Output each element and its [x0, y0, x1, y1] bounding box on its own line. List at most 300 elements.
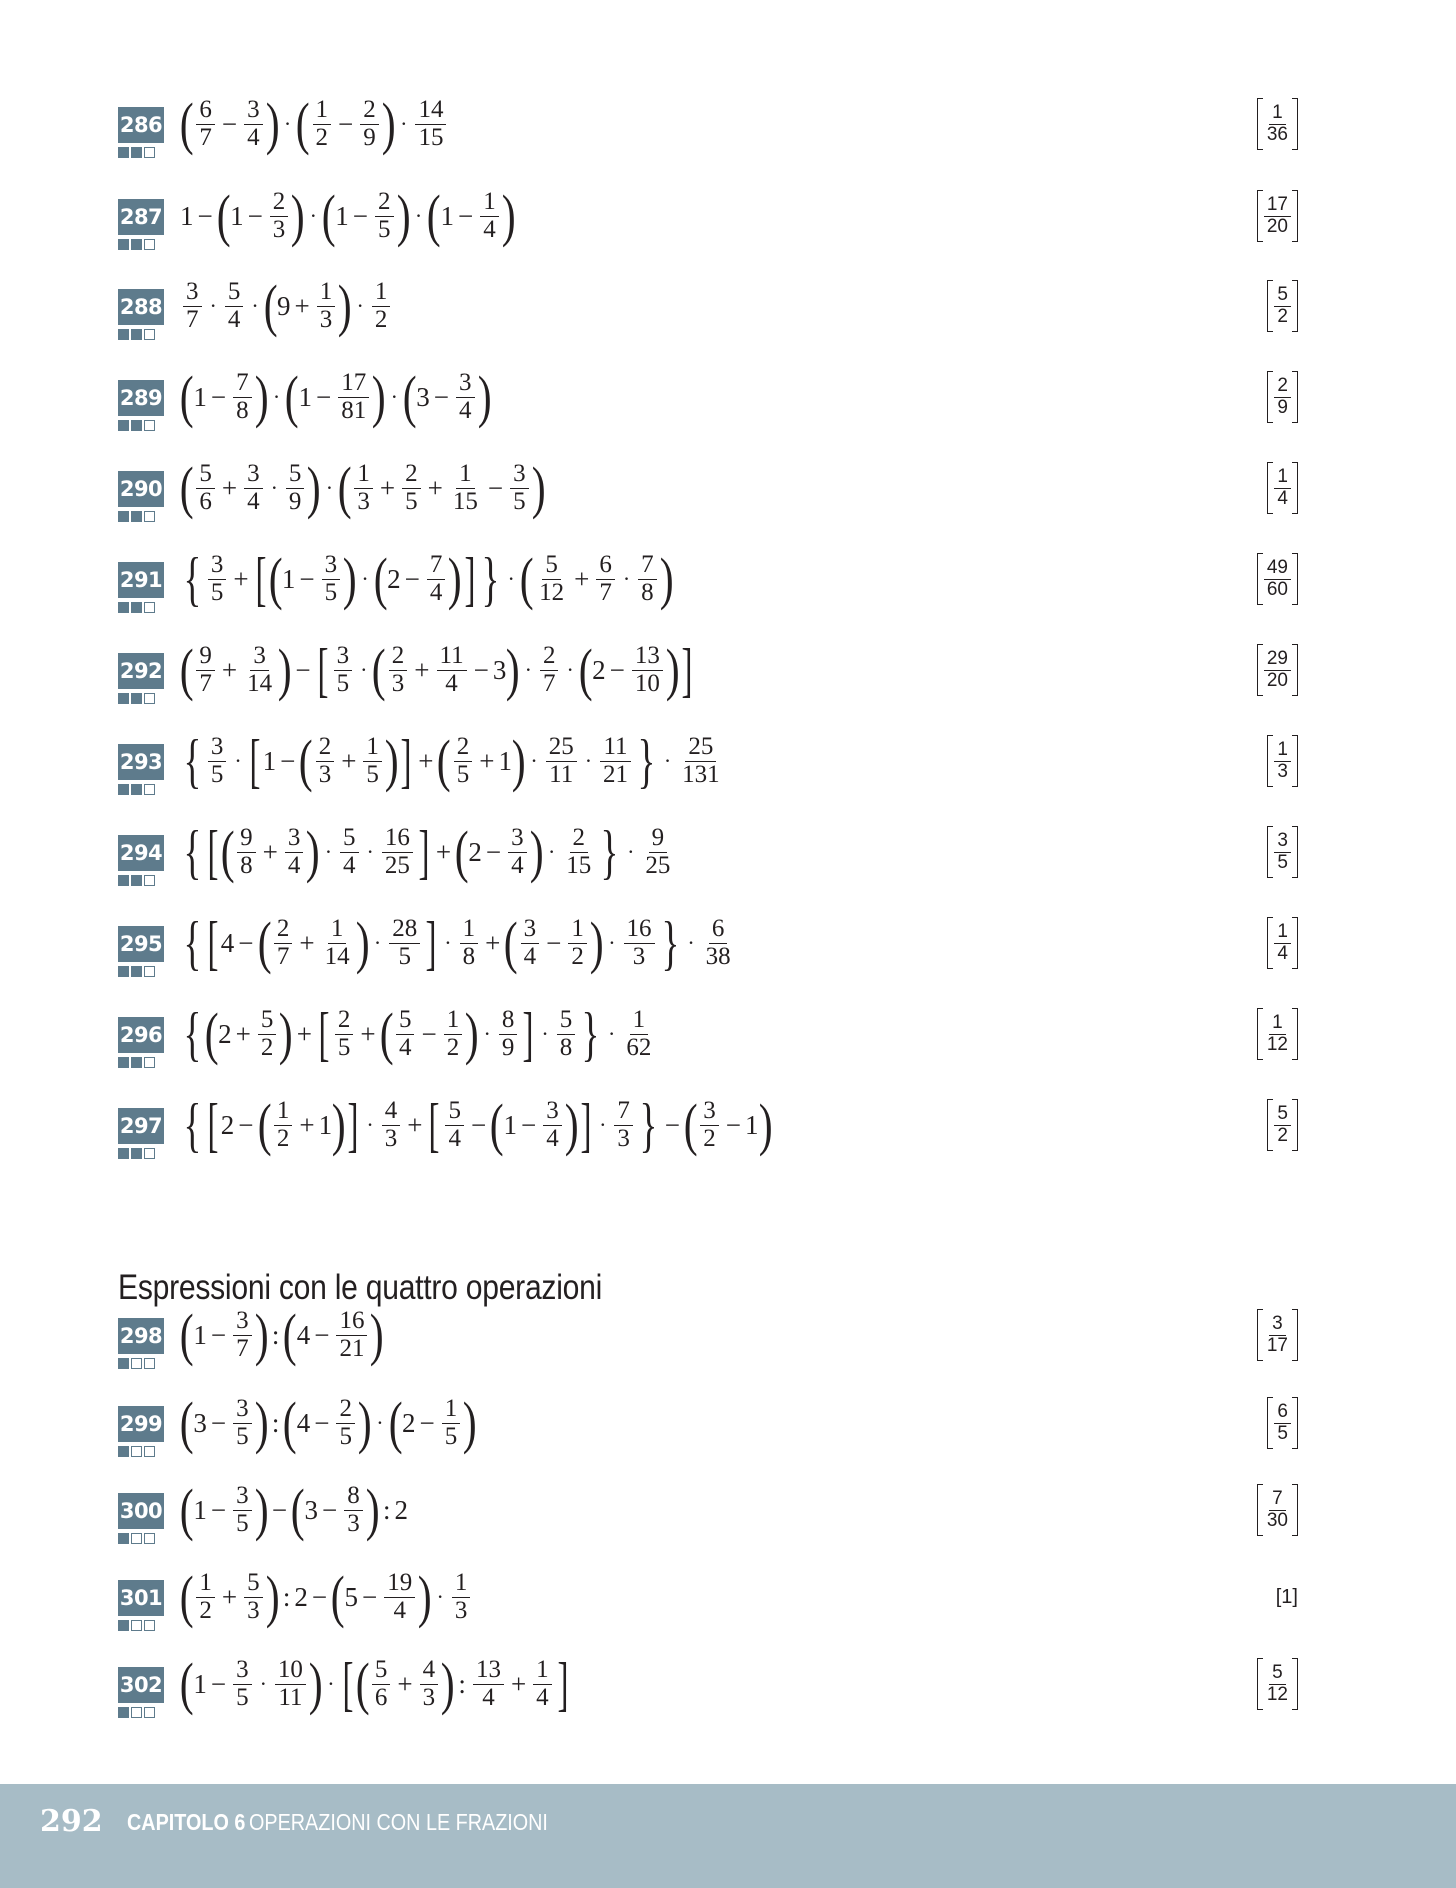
numerator: 5: [396, 1007, 415, 1035]
numerator: 1: [444, 1007, 463, 1035]
operator: −: [321, 1494, 338, 1525]
numerator: 3: [208, 552, 227, 580]
difficulty-square-filled: [118, 1707, 129, 1718]
close-paren: ): [448, 546, 462, 611]
fraction: [196, 1570, 215, 1624]
denominator: 6: [199, 487, 212, 515]
denominator: 15: [418, 123, 444, 151]
open-paren: (: [257, 1092, 272, 1157]
numerator: 3: [322, 552, 341, 580]
numerator: 2: [335, 1007, 354, 1035]
answer-bracket: [1257, 1658, 1298, 1710]
multiply-dot: ·: [541, 1021, 549, 1046]
fraction: [334, 643, 353, 697]
numerator: 1: [533, 1657, 552, 1685]
close-brace: }: [637, 728, 656, 794]
denominator: 4: [393, 1596, 406, 1624]
difficulty-square-filled: [118, 1358, 129, 1369]
fraction: [452, 1570, 471, 1624]
fraction: [275, 1657, 306, 1711]
operator: −: [546, 927, 562, 958]
close-paren: ): [659, 546, 674, 611]
close-paren: ): [291, 183, 305, 248]
operator: −: [210, 1668, 227, 1699]
operator: −: [404, 563, 420, 594]
operator: +: [341, 745, 357, 776]
difficulty-square-empty: [144, 1148, 155, 1159]
difficulty-square-filled: [131, 329, 142, 340]
answer-fraction: [1274, 831, 1291, 872]
fraction: [596, 552, 615, 606]
operator: −: [458, 200, 474, 231]
operator: +: [407, 1109, 423, 1140]
chapter-label: CAPITOLO 6: [127, 1809, 246, 1835]
fraction: [244, 643, 275, 697]
open-paren: (: [179, 1651, 194, 1716]
difficulty-square-empty: [131, 1358, 142, 1369]
open-paren: (: [179, 637, 194, 702]
difficulty-indicator: [118, 147, 155, 158]
fraction: [208, 734, 227, 788]
fraction: [536, 552, 567, 606]
exercise-row: [118, 817, 1298, 887]
close-paren: ): [331, 1092, 346, 1157]
fraction: [420, 1657, 439, 1711]
close-paren: ): [381, 91, 396, 156]
math-expression: [180, 999, 657, 1069]
denominator: 9: [501, 1033, 515, 1061]
close-paren: ): [254, 1390, 269, 1455]
fraction: [313, 97, 332, 151]
operator: +: [360, 1018, 376, 1049]
fraction: [568, 916, 587, 970]
denominator: 5: [398, 942, 411, 970]
fraction: [546, 734, 577, 788]
open-paren: (: [283, 1302, 298, 1367]
difficulty-indicator: [118, 1057, 155, 1068]
open-paren: (: [330, 1564, 345, 1629]
operator: −: [473, 654, 489, 685]
denominator: 5: [405, 487, 418, 515]
difficulty-indicator: [118, 875, 155, 886]
operator: +: [221, 1581, 238, 1612]
numerator: 2: [570, 825, 589, 853]
multiply-dot: ·: [599, 1112, 607, 1137]
fraction: [233, 1483, 252, 1537]
operator: −: [316, 381, 332, 412]
open-paren: (: [179, 91, 194, 156]
numerator: 2: [389, 643, 408, 671]
numerator: 3: [521, 916, 540, 944]
open-paren: (: [578, 637, 593, 702]
fraction: [389, 916, 420, 970]
denominator: 4: [1277, 487, 1288, 509]
numerator: 7: [638, 552, 657, 580]
numerator: 1: [1269, 103, 1286, 124]
denominator: 8: [462, 942, 476, 970]
denominator: 21: [603, 760, 629, 788]
number: 3: [416, 381, 430, 412]
numerator: 3: [183, 279, 202, 307]
operator: −: [433, 381, 449, 412]
difficulty-square-filled: [131, 693, 142, 704]
fraction: [363, 734, 382, 788]
fraction: [703, 916, 734, 970]
number: 1: [440, 200, 454, 231]
numerator: 3: [233, 1657, 252, 1685]
multiply-dot: ·: [272, 384, 281, 409]
fraction: [360, 97, 379, 151]
difficulty-square-filled: [118, 693, 129, 704]
difficulty-square-filled: [131, 239, 142, 250]
operator: −: [271, 1494, 288, 1525]
number: 2: [220, 1109, 235, 1140]
numerator: 3: [244, 97, 263, 125]
exercise-number: 298: [118, 1318, 164, 1354]
exercise-row: [118, 635, 1298, 705]
fraction: [340, 825, 359, 879]
number: 1: [318, 1109, 333, 1140]
denominator: 8: [236, 396, 249, 424]
open-bracket: [: [342, 1651, 354, 1717]
multiply-dot: ·: [309, 203, 317, 228]
multiply-dot: ·: [234, 748, 242, 773]
operator: +: [379, 472, 396, 503]
exercise-number: 295: [118, 926, 164, 962]
number: 1: [281, 563, 296, 594]
open-paren: (: [683, 1092, 698, 1157]
difficulty-indicator: [118, 693, 155, 704]
exercise-number: 292: [118, 653, 164, 689]
open-paren: (: [179, 1564, 194, 1629]
denominator: 4: [247, 487, 260, 515]
answer-bracket: [1267, 917, 1298, 969]
multiply-dot: ·: [209, 293, 217, 318]
open-bracket: [: [207, 819, 219, 885]
denominator: 11: [278, 1683, 303, 1711]
fraction: [196, 97, 215, 151]
denominator: 81: [341, 396, 367, 424]
operator: +: [427, 472, 443, 503]
exercise-row: [118, 362, 1298, 432]
answer-fraction: [1264, 1013, 1291, 1054]
fraction: [679, 734, 723, 788]
multiply-dot: ·: [325, 475, 334, 500]
math-expression: [180, 453, 545, 523]
numerator: 3: [700, 1098, 719, 1126]
multiply-dot: ·: [400, 111, 408, 136]
multiply-dot: ·: [324, 839, 333, 864]
difficulty-square-filled: [131, 966, 142, 977]
close-paren: ): [417, 1564, 432, 1629]
difficulty-square-filled: [118, 1148, 129, 1159]
numerator: 5: [340, 825, 359, 853]
fraction: [375, 189, 394, 243]
fraction: [196, 643, 215, 697]
close-paren: ): [365, 1477, 380, 1542]
denominator: 30: [1266, 1509, 1288, 1531]
numerator: 1: [442, 1396, 461, 1424]
operator: :: [271, 1319, 280, 1350]
difficulty-square-filled: [131, 511, 142, 522]
exercise-row: [118, 1649, 1298, 1719]
numerator: 1: [1274, 467, 1291, 488]
answer-bracket: [1267, 826, 1298, 878]
operator: −: [487, 472, 504, 503]
math-expression: [180, 1300, 384, 1370]
answer: [1267, 271, 1298, 341]
operator: +: [262, 836, 278, 867]
difficulty-square-filled: [118, 966, 129, 977]
answer: [1257, 89, 1298, 159]
open-paren: (: [299, 728, 313, 793]
difficulty-square-filled: [118, 602, 129, 613]
denominator: 2: [276, 1124, 290, 1152]
close-paren: ): [254, 1477, 269, 1542]
numerator: 5: [258, 1007, 277, 1035]
multiply-dot: ·: [390, 384, 398, 409]
fraction: [196, 461, 215, 515]
denominator: 60: [1266, 578, 1288, 600]
numerator: 1: [372, 279, 391, 307]
section-title: Espressioni con le quattro operazioni: [118, 1268, 603, 1307]
multiply-dot: ·: [444, 930, 452, 955]
numerator: 5: [1274, 1104, 1291, 1125]
numerator: 7: [233, 370, 252, 398]
open-paren: (: [204, 1001, 219, 1066]
denominator: 3: [632, 942, 646, 970]
fraction: [384, 1570, 415, 1624]
number: 1: [180, 200, 194, 231]
numerator: 2: [360, 97, 379, 125]
numerator: 5: [286, 461, 305, 489]
operator: −: [470, 1109, 487, 1140]
close-paren: ): [531, 455, 546, 520]
difficulty-indicator: [118, 511, 155, 522]
operator: +: [435, 836, 452, 867]
close-paren: ): [440, 1651, 455, 1716]
numerator: 16: [382, 825, 413, 853]
fraction: [700, 1098, 719, 1152]
answer-fraction: [1274, 1104, 1291, 1145]
fraction: [543, 1098, 562, 1152]
difficulty-square-empty: [144, 1707, 155, 1718]
answer: [1276, 1562, 1298, 1632]
fraction: [450, 461, 481, 515]
close-paren: ): [501, 183, 516, 248]
denominator: 4: [459, 396, 472, 424]
fraction: [372, 279, 391, 333]
open-bracket: [: [207, 910, 219, 976]
number: 3: [304, 1494, 318, 1525]
numerator: 8: [344, 1483, 363, 1511]
answer-fraction: [1264, 1663, 1291, 1704]
fraction: [521, 916, 540, 970]
numerator: 7: [427, 552, 446, 580]
close-paren: ): [307, 455, 322, 520]
multiply-dot: ·: [483, 1021, 491, 1046]
fraction: [322, 916, 353, 970]
numerator: 14: [415, 97, 446, 125]
multiply-dot: ·: [566, 657, 574, 682]
exercise-number: 294: [118, 835, 164, 871]
open-bracket: [: [317, 637, 329, 703]
numerator: 8: [499, 1007, 518, 1035]
open-brace: {: [183, 910, 202, 976]
denominator: 4: [511, 851, 524, 879]
close-bracket: ]: [425, 910, 437, 976]
numerator: 9: [237, 825, 256, 853]
denominator: 3: [247, 1596, 260, 1624]
multiply-dot: ·: [360, 657, 368, 682]
numerator: 17: [338, 370, 369, 398]
answer-fraction: [1264, 195, 1291, 236]
answer-bracket: [1267, 280, 1298, 332]
fraction: [600, 734, 631, 788]
denominator: 7: [236, 1334, 249, 1362]
operator: −: [238, 1109, 254, 1140]
denominator: 4: [287, 851, 301, 879]
difficulty-square-filled: [118, 147, 129, 158]
numerator: 13: [473, 1657, 504, 1685]
difficulty-indicator: [118, 1533, 155, 1544]
difficulty-square-empty: [144, 1057, 155, 1068]
numerator: 1: [313, 97, 332, 125]
exercise-row: [118, 271, 1298, 341]
operator: −: [280, 745, 296, 776]
open-paren: (: [216, 183, 231, 248]
open-paren: (: [257, 910, 272, 975]
denominator: 8: [641, 578, 654, 606]
answer-fraction: [1264, 103, 1291, 144]
open-brace: {: [183, 546, 202, 612]
operator: +: [418, 745, 434, 776]
exercise-number: 301: [118, 1580, 164, 1616]
math-expression: [180, 271, 393, 341]
denominator: 5: [339, 1422, 352, 1450]
multiply-dot: ·: [627, 839, 635, 864]
math-expression: [180, 817, 676, 887]
close-paren: ): [357, 1390, 372, 1455]
difficulty-square-filled: [118, 329, 129, 340]
fraction: [624, 916, 655, 970]
denominator: 5: [456, 760, 470, 788]
answer-bracket: [1267, 371, 1298, 423]
answer-fraction: [1274, 922, 1291, 963]
difficulty-indicator: [118, 329, 155, 340]
fraction: [208, 552, 227, 606]
denominator: 7: [186, 305, 199, 333]
operator: +: [233, 563, 249, 594]
numerator: 1: [1269, 1013, 1286, 1034]
math-expression: [180, 362, 491, 432]
fraction: [335, 1007, 354, 1061]
open-paren: (: [454, 819, 469, 884]
denominator: 3: [617, 1124, 630, 1152]
exercise-number: 300: [118, 1493, 164, 1529]
difficulty-indicator: [118, 1620, 155, 1631]
exercise-row: [118, 89, 1298, 159]
denominator: 4: [546, 1124, 559, 1152]
math-expression: [180, 1090, 772, 1160]
multiply-dot: ·: [373, 930, 382, 955]
fraction: [285, 825, 304, 879]
fraction: [244, 1570, 263, 1624]
close-bracket: ]: [557, 1651, 569, 1717]
close-paren: ): [308, 1651, 323, 1716]
fraction: [389, 643, 408, 697]
denominator: 7: [199, 123, 212, 151]
answer-fraction: [1264, 558, 1291, 599]
close-paren: ): [371, 364, 386, 429]
fraction: [233, 1308, 252, 1362]
difficulty-square-filled: [118, 239, 129, 250]
number: 4: [296, 1407, 311, 1438]
denominator: 12: [539, 578, 565, 606]
operator: −: [210, 1407, 227, 1438]
fraction: [286, 461, 305, 515]
open-paren: (: [283, 1390, 298, 1455]
number: 1: [193, 1494, 207, 1525]
multiply-dot: ·: [376, 1410, 384, 1435]
difficulty-square-empty: [131, 1446, 142, 1457]
close-paren: ): [462, 1390, 477, 1455]
answer-bracket: [1257, 1309, 1298, 1361]
fraction: [454, 734, 473, 788]
open-brace: {: [183, 1001, 202, 1067]
exercise-number: 297: [118, 1108, 164, 1144]
difficulty-square-filled: [131, 875, 142, 886]
open-paren: (: [379, 1001, 394, 1066]
multiply-dot: ·: [547, 839, 556, 864]
numerator: 5: [445, 1098, 464, 1126]
difficulty-square-empty: [131, 1533, 142, 1544]
operator: +: [414, 654, 430, 685]
answer-bracket: [1257, 98, 1298, 150]
fraction: [316, 734, 335, 788]
denominator: 5: [1277, 1422, 1288, 1444]
multiply-dot: ·: [584, 748, 593, 773]
open-paren: (: [337, 455, 352, 520]
operator: −: [314, 1407, 330, 1438]
exercise-row: [118, 1300, 1298, 1370]
denominator: 4: [1277, 942, 1288, 964]
operator: +: [397, 1668, 413, 1699]
difficulty-square-empty: [131, 1620, 142, 1631]
numerator: 1: [196, 1570, 215, 1598]
denominator: 3: [272, 215, 286, 243]
number: 2: [401, 1407, 416, 1438]
operator: −: [725, 1109, 741, 1140]
numerator: 5: [1269, 1663, 1286, 1684]
operator: −: [221, 108, 238, 139]
denominator: 3: [319, 305, 333, 333]
denominator: 4: [523, 942, 537, 970]
answer-fraction: [1274, 467, 1291, 508]
numerator: 3: [233, 1396, 252, 1424]
open-paren: (: [519, 546, 534, 611]
denominator: 6: [374, 1683, 388, 1711]
answer: [1267, 1090, 1298, 1160]
multiply-dot: ·: [663, 748, 672, 773]
close-brace: }: [481, 546, 499, 612]
exercise-number: 302: [118, 1667, 164, 1703]
fraction: [642, 825, 673, 879]
denominator: 5: [236, 1422, 249, 1450]
math-expression: [180, 908, 737, 978]
difficulty-square-empty: [144, 329, 155, 340]
denominator: 131: [682, 760, 720, 788]
